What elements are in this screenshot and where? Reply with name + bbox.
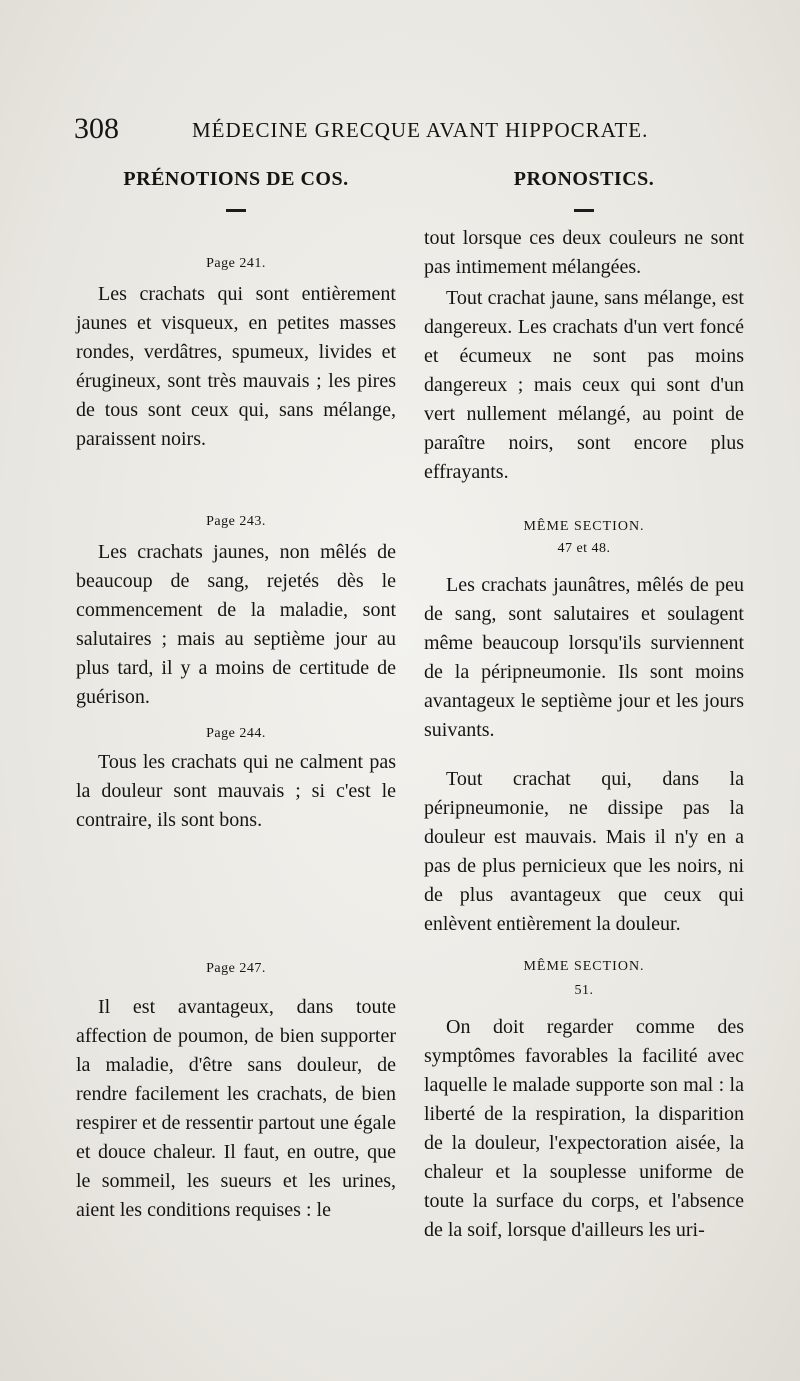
passage: Tout crachat jaune, sans mélange, est dangereux. Les crachats d'un vert foncé et écumeux ne sont pas moins dangereux ; mais ceux qui sont d'un vert nullement mélangé, au point de paraître noirs, sont encore plus effrayants. [424, 287, 744, 483]
passage: Les crachats jaunes, non mêlés de beaucoup de sang, rejetés dès le commencement de la maladie, sont salutaires ; mais au septième jour au plus tard, il y a moins de certitude de guérison. [76, 541, 396, 708]
section-heading: MÊME SECTION. [523, 959, 645, 974]
passage: Les crachats jaunâtres, mêlés de peu de sang, sont salutaires et soulagent même beaucoup lorsqu'ils surviennent de la péripneumonie. Ils sont moins avantageux le septième jour et les jours suivants. [424, 574, 744, 741]
title-rule [574, 209, 594, 212]
left-column [76, 168, 396, 1225]
page-reference: Page 243. [206, 514, 266, 529]
page-reference: Page 247. [206, 961, 266, 976]
page-reference: Page 241. [206, 256, 266, 271]
title-rule [226, 209, 246, 212]
passage: On doit regarder comme des symptômes favorables la facilité avec laquelle le malade supporte son mal : la liberté de la respiration, la disparition de la douleur, l'expectoration aisée, la chaleur et la souplesse uniforme de toute la surface du corps, et l'absence de la soif, lorsque d'ailleurs les uri- [424, 1016, 744, 1241]
section-reference: 51. [574, 983, 594, 998]
left-column-title: PRÉNOTIONS DE COS. [123, 168, 349, 190]
passage: Les crachats qui sont entièrement jaunes et visqueux, en petites masses rondes, verdâtres, spumeux, livides et érugineux, sont très mauvais ; les pires de tous sont ceux qui, sans mélange, paraissent noirs. [76, 283, 396, 450]
page-reference: Page 244. [206, 726, 266, 741]
right-column-title: PRONOSTICS. [513, 168, 655, 190]
passage: Tout crachat qui, dans la péripneumonie, ne dissipe pas la douleur est mauvais. Mais il n'y en a pas de plus pernicieux que les noirs, ni de plus avantageux que ceux qui enlèvent entièrement la douleur. [424, 768, 744, 935]
passage-continuation: tout lorsque ces deux couleurs ne sont pas intimement mélangées. [424, 227, 744, 278]
page-header [74, 112, 764, 152]
section-reference: 47 et 48. [557, 541, 611, 556]
right-column [424, 168, 744, 1245]
passage: Tous les crachats qui ne calment pas la douleur sont mauvais ; si c'est le contraire, ils sont bons. [76, 751, 396, 831]
page-number: 308 [74, 112, 119, 145]
running-title: MÉDECINE GRECQUE AVANT HIPPOCRATE. [192, 118, 649, 142]
section-heading: MÊME SECTION. [523, 519, 645, 534]
passage: Il est avantageux, dans toute affection de poumon, de bien supporter la maladie, d'être sans douleur, de rendre facilement les crachats, de bien respirer et de ressentir partout une égale et douce chaleur. Il faut, en outre, que le sommeil, les sueurs et les urines, aient les conditions requises : le [76, 996, 396, 1221]
